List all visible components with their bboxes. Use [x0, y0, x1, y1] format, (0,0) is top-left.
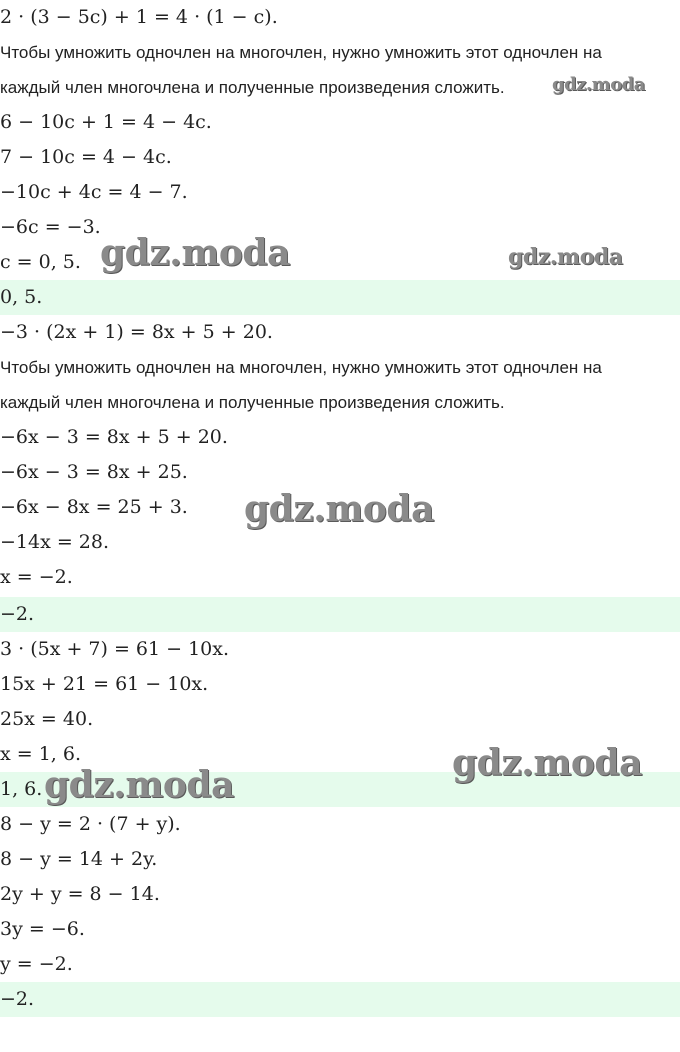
watermark-logo: gdz.moda	[552, 74, 645, 95]
math-line: 3 · (5x + 7) = 61 − 10x.	[0, 638, 230, 660]
math-line: 3y = −6.	[0, 918, 85, 940]
math-line: 15x + 21 = 61 − 10x.	[0, 673, 209, 695]
watermark-logo: gdz.moda	[100, 232, 290, 274]
math-line: x = −2.	[0, 566, 73, 588]
math-line: −10c + 4c = 4 − 7.	[0, 181, 188, 203]
text-line: Чтобы умножить одночлен на многочлен, нужно умножить этот одночлен на	[0, 43, 602, 62]
math-line: −14x = 28.	[0, 531, 110, 553]
watermark-logo: gdz.moda	[244, 488, 434, 530]
math-line: 2y + y = 8 − 14.	[0, 883, 160, 905]
answer-line: −2.	[0, 982, 680, 1017]
math-line: 2 · (3 − 5c) + 1 = 4 · (1 − c).	[0, 6, 278, 28]
math-line: −6c = −3.	[0, 216, 101, 238]
math-line: c = 0, 5.	[0, 251, 81, 273]
answer-line: 0, 5.	[0, 280, 680, 315]
math-line: −3 · (2x + 1) = 8x + 5 + 20.	[0, 321, 273, 343]
math-line: y = −2.	[0, 953, 73, 975]
math-line: −6x − 8x = 25 + 3.	[0, 496, 188, 518]
text-line: каждый член многочлена и полученные произведения сложить.	[0, 393, 505, 412]
math-line: 7 − 10c = 4 − 4c.	[0, 146, 172, 168]
answer-line: 1, 6.	[0, 772, 680, 807]
math-line: 6 − 10c + 1 = 4 − 4c.	[0, 111, 212, 133]
math-line: 8 − y = 2 · (7 + y).	[0, 813, 181, 835]
text-line: Чтобы умножить одночлен на многочлен, нужно умножить этот одночлен на	[0, 358, 602, 377]
watermark-logo: gdz.moda	[44, 764, 234, 806]
math-line: x = 1, 6.	[0, 743, 82, 765]
watermark-logo: gdz.moda	[452, 742, 642, 784]
watermark-logo: gdz.moda	[508, 244, 623, 270]
text-line: каждый член многочлена и полученные произведения сложить.	[0, 78, 505, 97]
answer-line: −2.	[0, 597, 680, 632]
math-line: 8 − y = 14 + 2y.	[0, 848, 158, 870]
math-line: 25x = 40.	[0, 708, 94, 730]
math-line: −6x − 3 = 8x + 5 + 20.	[0, 426, 228, 448]
math-line: −6x − 3 = 8x + 25.	[0, 461, 188, 483]
